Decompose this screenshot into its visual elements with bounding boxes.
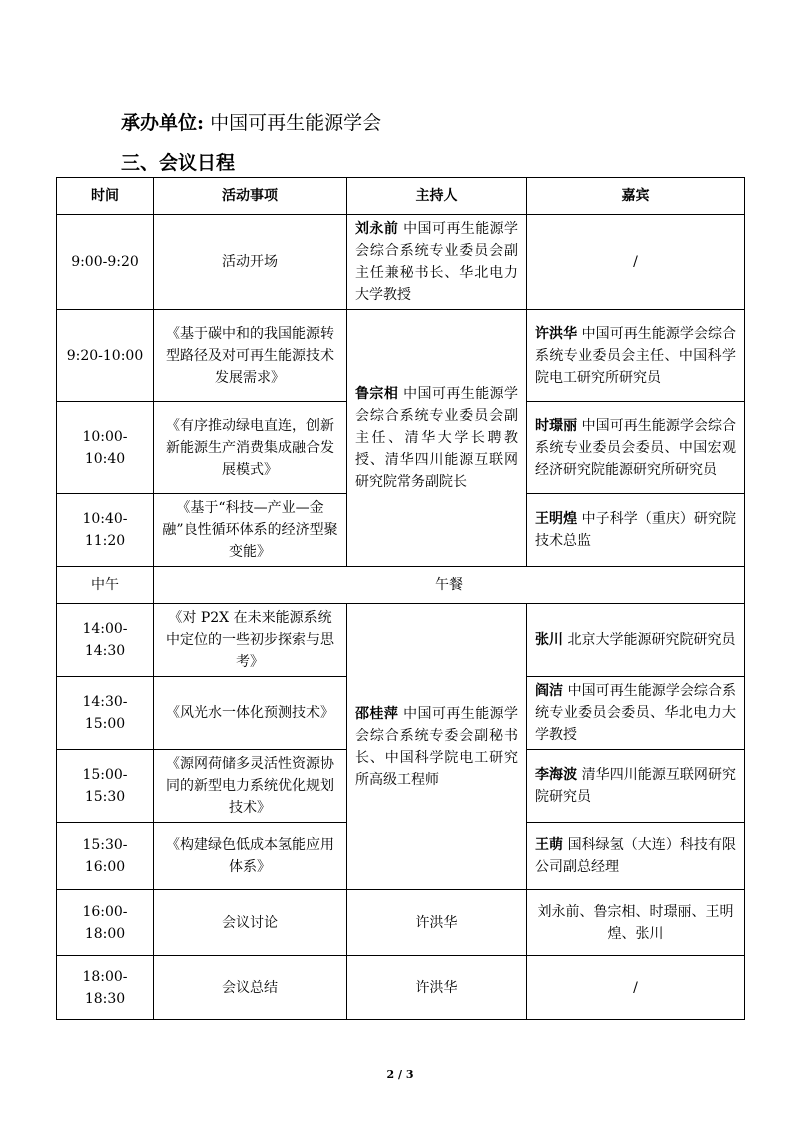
page-number: 2 / 3: [386, 1068, 414, 1081]
organizer-value: 中国可再生能源学会: [210, 112, 382, 134]
guest-desc: /: [633, 254, 638, 270]
host-name: 邵桂萍: [355, 705, 399, 722]
host-desc: 中国可再生能源学会综合系统专委会副秘书长、中国科学院电工研究所高级工程师: [355, 705, 519, 788]
column-header-activity: 活动事项: [154, 178, 347, 215]
time-cell: 14:00-14:30: [57, 604, 154, 677]
time-cell: 中午: [57, 567, 154, 604]
guest-name: 时璟丽: [535, 417, 578, 434]
host-cell: [347, 310, 527, 567]
activity-cell: 《构建绿色低成本氢能应用体系》: [154, 823, 347, 890]
guest-name: 阎洁: [535, 683, 564, 699]
guest-name: 许洪华: [535, 325, 578, 342]
activity-cell: 《对 P2X 在未来能源系统中定位的一些初步探索与思考》: [154, 604, 347, 677]
host-name: 鲁宗相: [355, 386, 399, 402]
guest-cell: [527, 604, 745, 677]
table-row: [57, 604, 745, 677]
guest-cell: [527, 215, 745, 310]
guest-name: 张川: [535, 632, 563, 648]
activity-cell: 会议讨论: [154, 890, 347, 956]
lunch-cell: 午餐: [154, 567, 745, 604]
guest-cell: [527, 750, 745, 823]
section-title: 三、会议日程: [121, 152, 236, 174]
guest-desc: 中国可再生能源学会综合系统专业委员会主任、中国科学院电工研究所研究员: [535, 325, 737, 386]
host-cell: 许洪华: [347, 956, 527, 1020]
guest-desc: 中子科学（重庆）研究院技术总监: [535, 511, 737, 549]
time-cell: 9:00-9:20: [57, 215, 154, 310]
time-cell: 9:20-10:00: [57, 310, 154, 402]
guest-desc: 清华四川能源互联网研究院研究员: [535, 767, 737, 805]
guest-desc: 中国可再生能源学会综合系统专业委员会委员、中国宏观经济研究院能源研究所研究员: [535, 417, 737, 478]
activity-cell: 《有序推动绿电直连，创新新能源生产消费集成融合发展模式》: [154, 402, 347, 494]
time-cell: 16:00-18:00: [57, 890, 154, 956]
guest-cell: [527, 402, 745, 494]
table-row: [57, 215, 745, 310]
column-header-guest: 嘉宾: [527, 178, 745, 215]
table-row: [57, 567, 745, 604]
activity-cell: 活动开场: [154, 215, 347, 310]
table-header-row: [57, 178, 745, 215]
guest-cell: [527, 677, 745, 750]
schedule-table: [56, 177, 745, 1020]
guest-cell: [527, 494, 745, 567]
host-cell: 许洪华: [347, 890, 527, 956]
guest-name: 王明煌: [535, 511, 578, 527]
organizer-label: 承办单位:: [121, 112, 205, 134]
activity-cell: 《基于碳中和的我国能源转型路径及对可再生能源技术发展需求》: [154, 310, 347, 402]
guest-desc: 中国可再生能源学会综合系统专业委员会委员、华北电力大学教授: [535, 683, 737, 743]
host-desc: 中国可再生能源学会综合系统专业委员会副主任兼秘书长、华北电力大学教授: [355, 221, 519, 303]
activity-cell: 《基于“科技—产业—金融”良性循环体系的经济型聚变能》: [154, 494, 347, 567]
table-row: [57, 890, 745, 956]
time-cell: 14:30-15:00: [57, 677, 154, 750]
time-cell: 15:30-16:00: [57, 823, 154, 890]
table-row: [57, 956, 745, 1020]
guest-cell: 刘永前、鲁宗相、时璟丽、王明煌、张川: [527, 890, 745, 956]
activity-cell: 会议总结: [154, 956, 347, 1020]
guest-desc: 国科绿氢（大连）科技有限公司副总经理: [535, 837, 737, 875]
guest-name: 李海波: [535, 767, 578, 783]
guest-desc: 北京大学能源研究院研究员: [567, 632, 736, 648]
table-row: [57, 310, 745, 402]
guest-cell: [527, 310, 745, 402]
guest-cell: [527, 823, 745, 890]
host-cell: [347, 215, 527, 310]
time-cell: 15:00-15:30: [57, 750, 154, 823]
host-desc: 中国可再生能源学会综合系统专业委员会副主任、清华大学长聘教授、清华四川能源互联网研究院常务副院长: [355, 386, 519, 490]
activity-cell: 《源网荷储多灵活性资源协同的新型电力系统优化规划技术》: [154, 750, 347, 823]
time-cell: 18:00-18:30: [57, 956, 154, 1020]
host-cell: [347, 604, 527, 890]
guest-cell: /: [527, 956, 745, 1020]
activity-cell: 《风光水一体化预测技术》: [154, 677, 347, 750]
column-header-host: 主持人: [347, 178, 527, 215]
guest-name: 王萌: [535, 837, 564, 853]
host-name: 刘永前: [355, 221, 399, 237]
organizer-line: [121, 108, 381, 135]
time-cell: 10:40-11:20: [57, 494, 154, 567]
time-cell: 10:00-10:40: [57, 402, 154, 494]
column-header-time: 时间: [57, 178, 154, 215]
